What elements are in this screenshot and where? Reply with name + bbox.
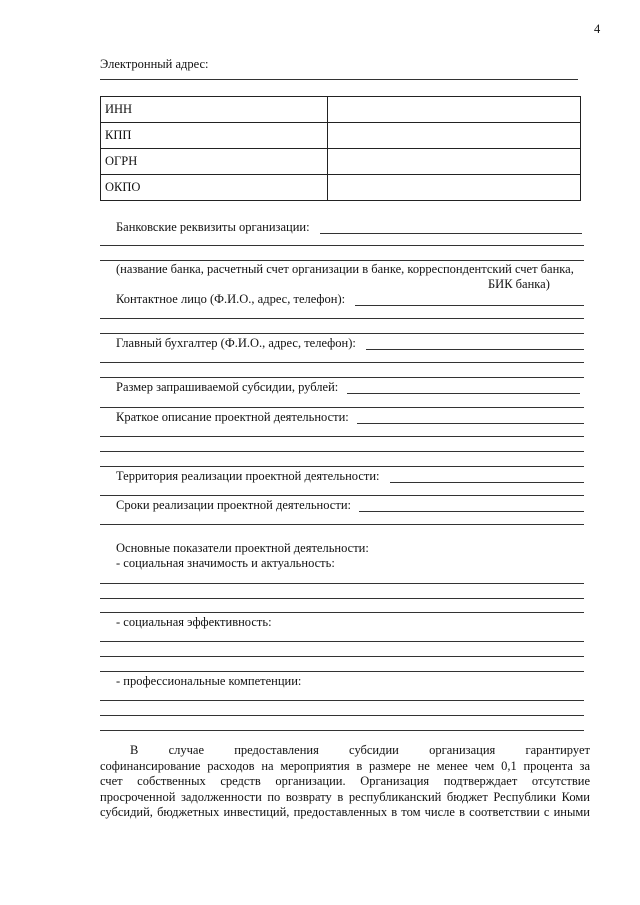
bank-details-hint-2: БИК банка) bbox=[488, 277, 550, 291]
chief-accountant-field-line-3[interactable] bbox=[100, 377, 584, 378]
project-territory-field-line[interactable] bbox=[390, 482, 584, 483]
bank-details-label: Банковские реквизиты организации: bbox=[116, 220, 310, 234]
project-territory-field-line-2[interactable] bbox=[100, 495, 584, 496]
paragraph-line: субсидий, бюджетных инвестиций, предоставленных в том числе в соответствии с иными bbox=[100, 805, 590, 819]
table-row bbox=[101, 123, 581, 149]
contact-person-field-line[interactable] bbox=[355, 305, 584, 306]
social-significance-field-line[interactable] bbox=[100, 583, 584, 584]
code-value-ogrn[interactable] bbox=[328, 149, 581, 175]
professional-competence-field-line-2[interactable] bbox=[100, 715, 584, 716]
social-efficiency-field-line[interactable] bbox=[100, 641, 584, 642]
code-value-kpp[interactable] bbox=[328, 123, 581, 149]
organization-codes-table bbox=[100, 96, 581, 201]
subsidy-amount-field-line[interactable] bbox=[347, 393, 580, 394]
email-field-line[interactable] bbox=[100, 79, 578, 80]
paragraph-line: просроченной задолженности по возврату в республиканский бюджет Республики Коми bbox=[100, 789, 590, 804]
paragraph-line: софинансирование расходов на мероприятия в размере не менее чем 0,1 процента за bbox=[100, 758, 590, 773]
code-label-ogrn: ОГРН bbox=[101, 149, 328, 175]
social-significance-label: - социальная значимость и актуальность: bbox=[116, 556, 335, 570]
professional-competence-field-line-3[interactable] bbox=[100, 730, 584, 731]
project-description-label: Краткое описание проектной деятельности: bbox=[116, 410, 349, 424]
email-label: Электронный адрес: bbox=[100, 57, 209, 71]
social-efficiency-label: - социальная эффективность: bbox=[116, 615, 272, 629]
project-terms-field-line-2[interactable] bbox=[100, 524, 584, 525]
code-value-inn[interactable] bbox=[328, 97, 581, 123]
table-row bbox=[101, 175, 581, 201]
paragraph-line: счет собственных средств организации. Организация подтверждает отсутствие bbox=[100, 774, 590, 788]
subsidy-amount-label: Размер запрашиваемой субсидии, рублей: bbox=[116, 380, 339, 394]
code-label-okpo: ОКПО bbox=[101, 175, 328, 201]
contact-person-label: Контактное лицо (Ф.И.О., адрес, телефон): bbox=[116, 292, 346, 306]
bank-details-hint: (название банка, расчетный счет организации в банке, корреспондентский счет банка, bbox=[116, 262, 574, 276]
bank-details-field-line-3[interactable] bbox=[100, 260, 584, 261]
project-territory-label: Территория реализации проектной деятельности: bbox=[116, 469, 380, 483]
subsidy-amount-field-line-2[interactable] bbox=[100, 407, 584, 408]
project-terms-label: Сроки реализации проектной деятельности: bbox=[116, 498, 351, 512]
professional-competence-field-line[interactable] bbox=[100, 700, 584, 701]
code-value-okpo[interactable] bbox=[328, 175, 581, 201]
code-label-inn: ИНН bbox=[101, 97, 328, 123]
chief-accountant-field-line-2[interactable] bbox=[100, 362, 584, 363]
social-efficiency-field-line-3[interactable] bbox=[100, 671, 584, 672]
table-row bbox=[101, 149, 581, 175]
professional-competence-label: - профессиональные компетенции: bbox=[116, 674, 302, 688]
social-significance-field-line-3[interactable] bbox=[100, 612, 584, 613]
social-significance-field-line-2[interactable] bbox=[100, 598, 584, 599]
code-label-kpp: КПП bbox=[101, 123, 328, 149]
project-description-field-line-4[interactable] bbox=[100, 466, 584, 467]
table-row bbox=[101, 97, 581, 123]
contact-person-field-line-2[interactable] bbox=[100, 318, 584, 319]
paragraph-line: В случае предоставления субсидии организация гарантирует bbox=[130, 743, 590, 757]
chief-accountant-field-line[interactable] bbox=[366, 349, 584, 350]
page-number: 4 bbox=[594, 22, 601, 36]
project-terms-field-line[interactable] bbox=[359, 511, 584, 512]
guarantee-paragraph bbox=[100, 743, 590, 821]
contact-person-field-line-3[interactable] bbox=[100, 333, 584, 334]
social-efficiency-field-line-2[interactable] bbox=[100, 656, 584, 657]
bank-details-field-line[interactable] bbox=[320, 233, 582, 234]
indicators-title: Основные показатели проектной деятельности: bbox=[116, 541, 369, 555]
project-description-field-line-2[interactable] bbox=[100, 436, 584, 437]
chief-accountant-label: Главный бухгалтер (Ф.И.О., адрес, телефон): bbox=[116, 336, 356, 350]
project-description-field-line[interactable] bbox=[357, 423, 584, 424]
bank-details-field-line-2[interactable] bbox=[100, 245, 584, 246]
project-description-field-line-3[interactable] bbox=[100, 451, 584, 452]
